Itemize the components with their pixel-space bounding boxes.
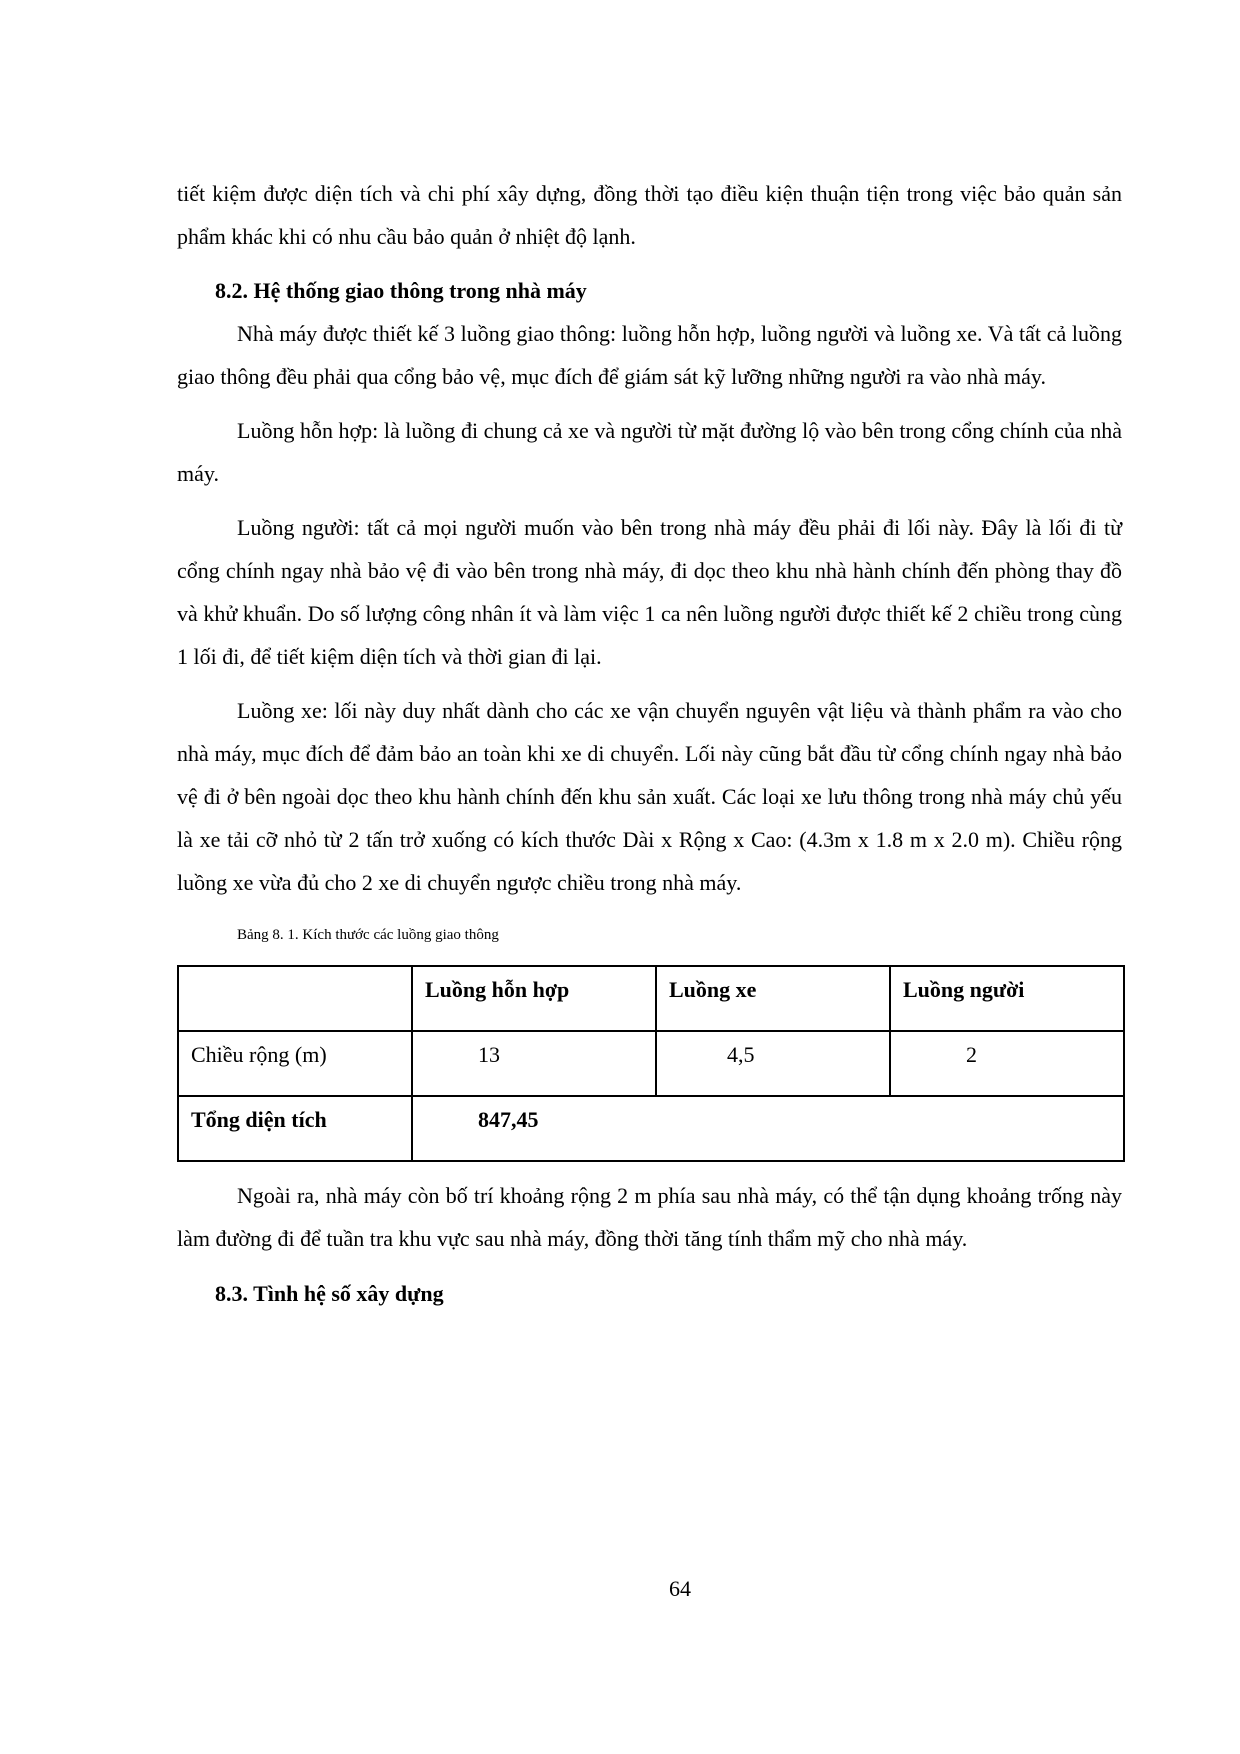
people-lane-paragraph: Luồng người: tất cả mọi người muốn vào bên trong nhà máy đều phải đi lối này. Đây là lối đi từ cổng chính ngay nhà bảo vệ đi vào bên trong nhà máy, đi dọc theo khu nhà hành chính đến phòng thay đồ và khử khuẩn. Do số lượng công nhân ít và làm việc 1 ca nên luồng người được thiết kế 2 chiều trong cùng 1 lối đi, để tiết kiệm diện tích và thời gian đi lại. bbox=[177, 515, 1122, 669]
page-content bbox=[177, 172, 1122, 1315]
vehicle-lane-paragraph: Luồng xe: lối này duy nhất dành cho các xe vận chuyển nguyên vật liệu và thành phẩm ra vào cho nhà máy, mục đích để đảm bảo an toàn khi xe di chuyển. Lối này cũng bắt đầu từ cổng chính ngay nhà bảo vệ đi ở bên ngoài dọc theo khu hành chính đến khu sản xuất. Các loại xe lưu thông trong nhà máy chủ yếu là xe tải cỡ nhỏ từ 2 tấn trở xuống có kích thước Dài x Rộng x Cao: (4.3m x 1.8 m x 2.0 m). Chiều rộng luồng xe vừa đủ cho 2 xe di chuyển ngược chiều trong nhà máy. bbox=[177, 698, 1122, 895]
cell-total-area: 847,45 bbox=[412, 1096, 1124, 1161]
rear-space-paragraph: Ngoài ra, nhà máy còn bố trí khoảng rộng 2 m phía sau nhà máy, có thể tận dụng khoảng trống này làm đường đi để tuần tra khu vực sau nhà máy, đồng thời tăng tính thẩm mỹ cho nhà máy. bbox=[177, 1183, 1122, 1251]
table-row bbox=[178, 1096, 1124, 1161]
row-label-total-area: Tổng diện tích bbox=[178, 1096, 412, 1161]
continuation-paragraph: tiết kiệm được diện tích và chi phí xây dựng, đồng thời tạo điều kiện thuận tiện trong việc bảo quản sản phẩm khác khi có nhu cầu bảo quản ở nhiệt độ lạnh. bbox=[177, 181, 1122, 249]
mixed-lane-paragraph: Luồng hỗn hợp: là luồng đi chung cả xe và người từ mặt đường lộ vào bên trong cổng chính của nhà máy. bbox=[177, 418, 1122, 486]
header-cell-empty bbox=[178, 966, 412, 1031]
row-label-width: Chiều rộng (m) bbox=[178, 1031, 412, 1096]
intro-paragraph: Nhà máy được thiết kế 3 luồng giao thông: luồng hỗn hợp, luồng người và luồng xe. Và tất cả luồng giao thông đều phải qua cổng bảo vệ, mục đích để giám sát kỹ lưỡng những người ra vào nhà máy. bbox=[177, 321, 1122, 389]
table-caption: Bảng 8. 1. Kích thước các luồng giao thông bbox=[237, 927, 499, 943]
cell-width-mixed: 13 bbox=[412, 1031, 656, 1096]
cell-width-people: 2 bbox=[890, 1031, 1124, 1096]
header-cell-mixed: Luồng hỗn hợp bbox=[412, 966, 656, 1031]
page-number: 64 bbox=[669, 1576, 691, 1601]
cell-width-vehicle: 4,5 bbox=[656, 1031, 890, 1096]
header-cell-people: Luồng người bbox=[890, 966, 1124, 1031]
header-cell-vehicle: Luồng xe bbox=[656, 966, 890, 1031]
section-heading-8-3: 8.3. Tình hệ số xây dựng bbox=[215, 1281, 444, 1306]
section-heading-8-2: 8.2. Hệ thống giao thông trong nhà máy bbox=[215, 278, 587, 303]
table-header-row bbox=[178, 966, 1124, 1031]
traffic-lanes-table bbox=[177, 965, 1125, 1162]
table-row bbox=[178, 1031, 1124, 1096]
